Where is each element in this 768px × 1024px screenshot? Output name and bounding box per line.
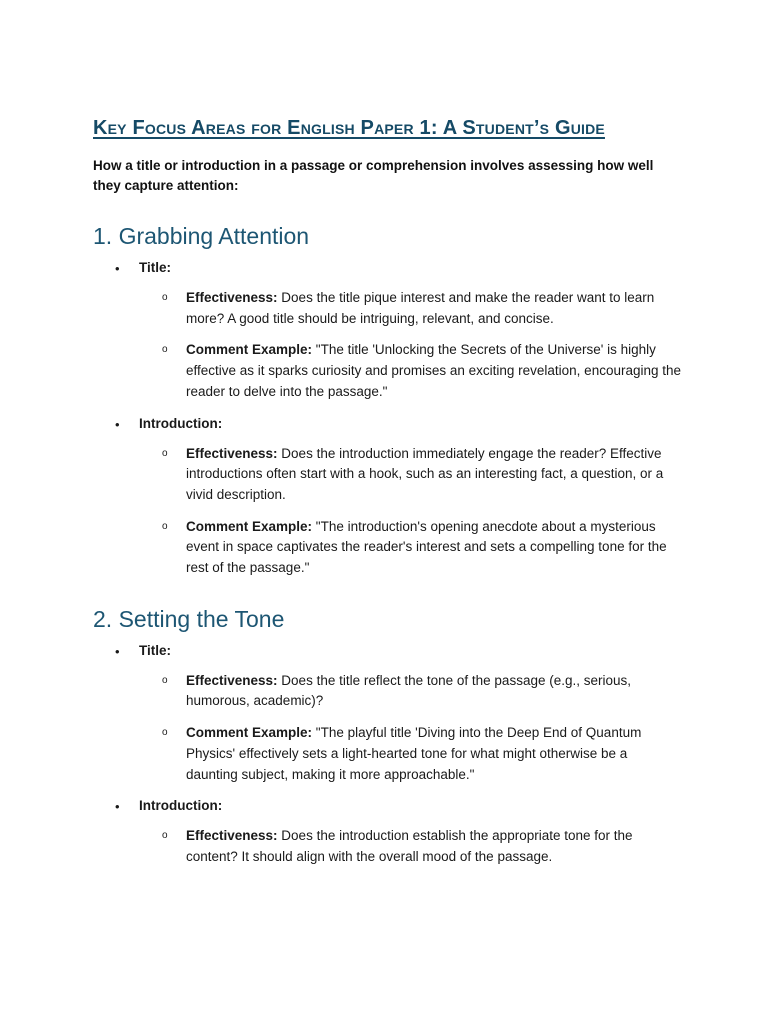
section-heading: 1. Grabbing Attention xyxy=(93,223,310,249)
circle-bullet-marker: o xyxy=(162,727,168,739)
section-list xyxy=(93,641,682,868)
sub-list-item xyxy=(139,723,682,785)
section-heading: 2. Setting the Tone xyxy=(93,605,285,632)
circle-bullet-marker: o xyxy=(162,344,168,356)
group-label: Title: xyxy=(139,642,172,658)
document-intro: How a title or introduction in a passage or comprehension involves assessing how well they capture attention: xyxy=(93,158,654,193)
item-label: Comment Example: xyxy=(186,725,313,741)
circle-bullet-marker: o xyxy=(162,674,168,686)
sub-list xyxy=(139,288,682,403)
item-text: "The introduction's opening anecdote about a mysterious event in space captivates the reader's interest and sets a compelling tone for the rest of the passage." xyxy=(186,518,667,576)
circle-bullet-marker: o xyxy=(162,830,168,842)
sections-container xyxy=(93,220,682,868)
group-label: Introduction: xyxy=(139,798,223,814)
item-text: Does the introduction establish the appropriate tone for the content? It should align with the overall mood of the passage. xyxy=(186,828,633,864)
sub-list xyxy=(139,444,682,579)
item-label: Comment Example: xyxy=(186,518,313,534)
item-text: "The playful title 'Diving into the Deep End of Quantum Physics' effectively sets a light-hearted tone for what might otherwise be a daunting subject, making it more approachable." xyxy=(186,725,642,782)
circle-bullet-marker: o xyxy=(162,447,168,459)
circle-bullet-marker: o xyxy=(162,520,168,532)
section-list xyxy=(93,258,682,579)
list-item xyxy=(93,796,682,867)
item-text: "The title 'Unlocking the Secrets of the Universe' is highly effective as it sparks curiosity and promises an exciting revelation, encouraging the reader to delve into the passage." xyxy=(186,342,682,399)
item-label: Effectiveness: xyxy=(186,290,278,305)
bullet-marker: • xyxy=(115,643,120,659)
list-item xyxy=(93,414,682,579)
item-label: Comment Example: xyxy=(186,342,313,358)
group-label: Title: xyxy=(139,260,172,275)
group-label: Introduction: xyxy=(139,415,223,431)
item-text: Does the introduction immediately engage the reader? Effective introductions often start with a hook, such as an interesting fact, a question, or a vivid description. xyxy=(186,445,664,502)
sub-list-item xyxy=(139,671,682,712)
bullet-marker: • xyxy=(115,799,120,815)
sub-list-item xyxy=(139,826,682,867)
item-text: Does the title reflect the tone of the passage (e.g., serious, humorous, academic)? xyxy=(186,672,631,709)
list-item xyxy=(93,641,682,786)
bullet-marker: • xyxy=(115,416,120,432)
bullet-marker: • xyxy=(115,261,120,276)
item-label: Effectiveness: xyxy=(186,445,278,461)
item-text: Does the title pique interest and make the reader want to learn more? A good title should be intriguing, relevant, and concise. xyxy=(186,290,655,326)
document-title: Key Focus Areas for English Paper 1: A Student’s Guide xyxy=(93,117,605,139)
sub-list xyxy=(139,826,682,867)
item-label: Effectiveness: xyxy=(186,828,278,844)
item-label: Effectiveness: xyxy=(186,672,278,688)
sub-list-item xyxy=(139,517,682,579)
list-item xyxy=(93,258,682,403)
circle-bullet-marker: o xyxy=(162,292,168,303)
sub-list-item xyxy=(139,288,682,329)
sub-list-item xyxy=(139,340,682,402)
sub-list xyxy=(139,671,682,786)
sub-list-item xyxy=(139,444,682,506)
